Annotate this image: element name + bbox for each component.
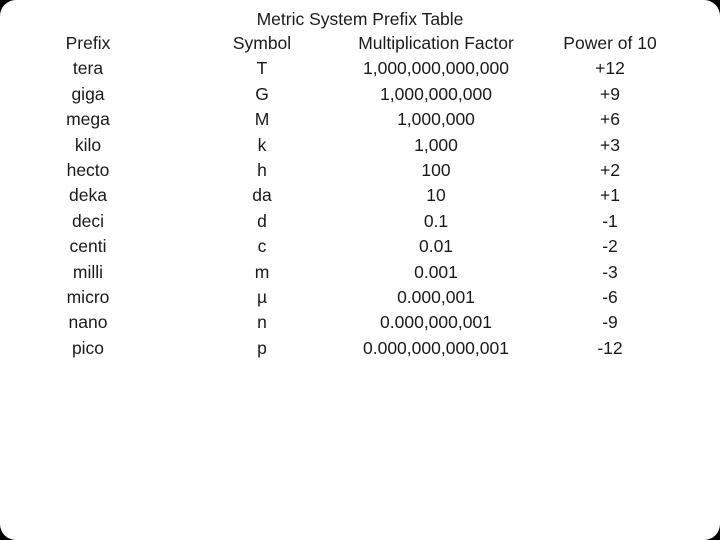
table-cell: +12 bbox=[595, 58, 625, 79]
table-body bbox=[1, 56, 697, 361]
table-row bbox=[1, 336, 697, 361]
table-cell: G bbox=[255, 83, 269, 104]
table-cell: 0.000,000,001 bbox=[380, 312, 492, 333]
table-cell: 0.000,000,000,001 bbox=[363, 337, 509, 358]
table-cell: c bbox=[257, 236, 267, 257]
table-cell: µ bbox=[256, 287, 268, 308]
table-cell: 1,000,000,000,000 bbox=[363, 58, 509, 79]
table-row bbox=[1, 209, 697, 234]
table-cell: deci bbox=[71, 210, 105, 231]
table-cell: 0.01 bbox=[418, 236, 454, 257]
table-header-row bbox=[1, 31, 697, 56]
table-cell: -2 bbox=[602, 236, 618, 257]
table-cell: 0.000,001 bbox=[397, 287, 475, 308]
table-cell: n bbox=[257, 312, 267, 333]
table-cell: hecto bbox=[66, 160, 110, 181]
table-cell: -1 bbox=[602, 210, 618, 231]
table-row bbox=[1, 82, 697, 107]
table-cell: +9 bbox=[600, 83, 620, 104]
table-cell: 1,000 bbox=[414, 134, 458, 155]
table-cell: h bbox=[257, 160, 267, 181]
table-row bbox=[1, 107, 697, 132]
table-row bbox=[1, 183, 697, 208]
table-cell: +6 bbox=[600, 109, 620, 130]
table-cell: tera bbox=[72, 58, 104, 79]
table-cell: pico bbox=[71, 337, 105, 358]
table-cell: +3 bbox=[600, 134, 620, 155]
table-row bbox=[1, 133, 697, 158]
table-row bbox=[1, 260, 697, 285]
slide-title: Metric System Prefix Table bbox=[256, 9, 464, 29]
table-row bbox=[1, 310, 697, 335]
table-cell: 0.001 bbox=[414, 261, 458, 282]
table-cell: 0.1 bbox=[423, 210, 449, 231]
table-cell: +1 bbox=[600, 185, 620, 206]
table-cell: d bbox=[257, 210, 267, 231]
column-header-power-of-10: Power of 10 bbox=[563, 33, 657, 53]
table-cell: deka bbox=[69, 185, 107, 206]
column-header-symbol: Symbol bbox=[232, 33, 292, 53]
table-cell: -3 bbox=[602, 261, 618, 282]
table-cell: -9 bbox=[602, 312, 618, 333]
table-cell: kilo bbox=[74, 134, 102, 155]
table-cell: centi bbox=[69, 236, 107, 257]
column-header-prefix: Prefix bbox=[65, 33, 111, 53]
table-row bbox=[1, 56, 697, 81]
table-cell: T bbox=[256, 58, 268, 79]
table-cell: -12 bbox=[597, 337, 623, 358]
table-row bbox=[1, 234, 697, 259]
prefix-table bbox=[1, 31, 697, 361]
table-cell: +2 bbox=[600, 160, 620, 181]
table-cell: 1,000,000 bbox=[397, 109, 475, 130]
table-cell: -6 bbox=[602, 287, 618, 308]
table-cell: 1,000,000,000 bbox=[380, 83, 492, 104]
table-cell: 100 bbox=[421, 160, 451, 181]
table-cell: micro bbox=[66, 287, 110, 308]
table-cell: milli bbox=[72, 261, 104, 282]
table-cell: nano bbox=[68, 312, 108, 333]
table-cell: p bbox=[257, 337, 267, 358]
table-cell: k bbox=[257, 134, 267, 155]
table-row bbox=[1, 158, 697, 183]
table-cell: da bbox=[252, 185, 272, 206]
table-row bbox=[1, 285, 697, 310]
table-cell: giga bbox=[71, 83, 105, 104]
table-cell: 10 bbox=[426, 185, 446, 206]
column-header-multiplication-factor: Multiplication Factor bbox=[358, 33, 514, 53]
table-cell: M bbox=[254, 109, 270, 130]
table-cell: mega bbox=[66, 109, 110, 130]
table-cell: m bbox=[254, 261, 270, 282]
